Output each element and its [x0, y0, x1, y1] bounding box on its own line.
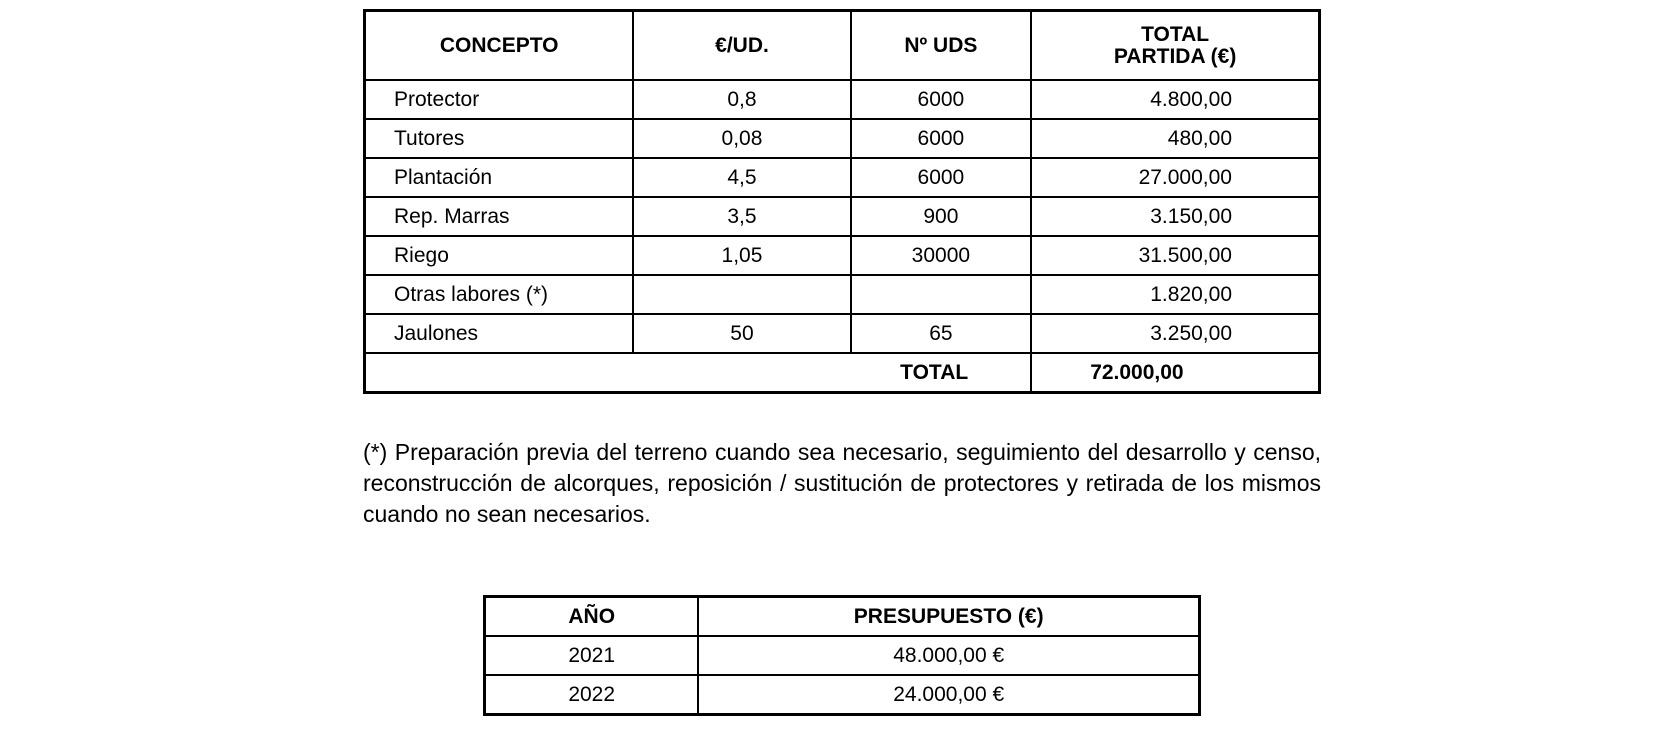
cell-year: 2022 [485, 675, 699, 715]
table-header-row [485, 597, 1200, 637]
cell-budget: 24.000,00 € [698, 675, 1199, 715]
cell-units: 6000 [851, 119, 1032, 158]
cell-concept: Jaulones [365, 314, 634, 353]
cell-units: 6000 [851, 80, 1032, 119]
header-year: AÑO [485, 597, 699, 637]
cell-concept: Tutores [365, 119, 634, 158]
cell-unit-price: 4,5 [633, 158, 850, 197]
cell-total: 4.800,00 [1031, 80, 1319, 119]
footnote: (*) Preparación previa del terreno cuando sea necesario, seguimiento del desarrollo y censo, reconstrucción de alcorques, reposición / sustitución de protectores y retirada de los mismos cuando no sean necesarios. [363, 439, 1321, 527]
total-value: 72.000,00 [1031, 353, 1319, 393]
cell-unit-price: 3,5 [633, 197, 850, 236]
cell-total: 1.820,00 [1031, 275, 1319, 314]
table-row [365, 236, 1320, 275]
table-row [365, 275, 1320, 314]
cell-unit-price: 50 [633, 314, 850, 353]
cell-concept: Riego [365, 236, 634, 275]
cell-total: 3.250,00 [1031, 314, 1319, 353]
header-total-line2: PARTIDA (€) [1113, 44, 1237, 68]
cell-units: 900 [851, 197, 1032, 236]
header-total [1031, 11, 1319, 81]
table-row [485, 636, 1200, 675]
total-row [365, 353, 1320, 393]
table-row [365, 119, 1320, 158]
cell-concept: Protector [365, 80, 634, 119]
cell-total: 3.150,00 [1031, 197, 1319, 236]
cell-year: 2021 [485, 636, 699, 675]
total-label: TOTAL [365, 353, 1032, 393]
table-row [365, 158, 1320, 197]
header-concept: CONCEPTO [365, 11, 634, 81]
header-units: Nº UDS [851, 11, 1032, 81]
cell-total: 27.000,00 [1031, 158, 1319, 197]
cell-total: 480,00 [1031, 119, 1319, 158]
cell-concept: Plantación [365, 158, 634, 197]
cell-units: 65 [851, 314, 1032, 353]
header-total-line1: TOTAL [1141, 22, 1210, 46]
table-row [365, 80, 1320, 119]
cell-total: 31.500,00 [1031, 236, 1319, 275]
cell-unit-price [633, 275, 850, 314]
header-budget: PRESUPUESTO (€) [698, 597, 1199, 637]
cell-unit-price: 0,08 [633, 119, 850, 158]
cell-concept: Otras labores (*) [365, 275, 634, 314]
table-row [365, 197, 1320, 236]
table-header-row [365, 11, 1320, 81]
cell-units: 6000 [851, 158, 1032, 197]
budget-table [363, 9, 1321, 394]
cell-units [851, 275, 1032, 314]
table-row [485, 675, 1200, 715]
cell-budget: 48.000,00 € [698, 636, 1199, 675]
cell-unit-price: 1,05 [633, 236, 850, 275]
cell-concept: Rep. Marras [365, 197, 634, 236]
cell-units: 30000 [851, 236, 1032, 275]
yearly-budget-table [483, 595, 1201, 716]
cell-unit-price: 0,8 [633, 80, 850, 119]
table-row [365, 314, 1320, 353]
header-unit-price: €/UD. [633, 11, 850, 81]
